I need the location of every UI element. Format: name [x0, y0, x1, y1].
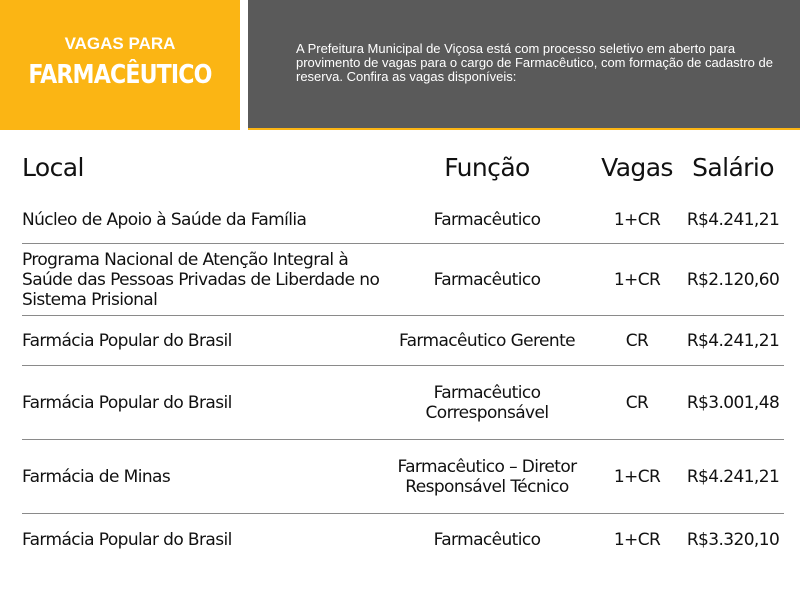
cell-vagas: 1+CR [613, 466, 661, 487]
cell-local: Programa Nacional de Atenção Integral à Saúde das Pessoas Privadas de Liberdade no Sistema Prisional [22, 249, 380, 310]
cell-local: Farmácia Popular do Brasil [22, 330, 232, 351]
badge-subtitle: VAGAS PARA [64, 34, 176, 53]
intro-panel [248, 0, 800, 130]
cell-salario: R$4.241,21 [686, 330, 780, 351]
cell-vagas: CR [625, 330, 649, 351]
cell-funcao: Farmacêutico [433, 530, 541, 550]
table-row [22, 196, 784, 244]
cell-local: Farmácia Popular do Brasil [22, 392, 232, 413]
cell-funcao: Farmacêutico Corresponsável [425, 382, 549, 423]
cell-funcao: Farmacêutico [433, 269, 541, 290]
header-salario: Salário [692, 153, 774, 182]
table-row [22, 244, 784, 316]
cell-salario: R$3.001,48 [686, 392, 780, 413]
cell-local: Núcleo de Apoio à Saúde da Família [22, 209, 307, 230]
cell-vagas: 1+CR [613, 530, 661, 550]
table-row [22, 440, 784, 514]
cell-vagas: 1+CR [613, 209, 661, 230]
cell-vagas: CR [625, 392, 649, 413]
intro-text: A Prefeitura Municipal de Viçosa está com processo seletivo em aberto para provimento de vagas para o cargo de Farmacêutico, com formação de cadastro de reserva. Confira as vagas disponíveis: [296, 41, 773, 84]
header-vagas: Vagas [601, 153, 673, 182]
cell-salario: R$4.241,21 [686, 209, 780, 230]
table-header [22, 140, 784, 196]
cell-local: Farmácia Popular do Brasil [22, 530, 232, 550]
badge-title: FARMACÊUTICO [28, 60, 212, 90]
table-row [22, 514, 784, 566]
table-row [22, 366, 784, 440]
title-badge [0, 0, 240, 130]
cell-funcao: Farmacêutico – Diretor Responsável Técnico [397, 456, 577, 497]
header [0, 0, 800, 130]
cell-salario: R$4.241,21 [686, 466, 780, 487]
cell-salario: R$3.320,10 [686, 530, 780, 550]
cell-salario: R$2.120,60 [686, 269, 780, 290]
table-row [22, 316, 784, 366]
cell-funcao: Farmacêutico Gerente [398, 330, 576, 351]
header-local: Local [22, 153, 84, 182]
header-funcao: Função [444, 153, 530, 182]
vacancy-table [22, 140, 784, 566]
cell-funcao: Farmacêutico [433, 209, 541, 230]
cell-vagas: 1+CR [613, 269, 661, 290]
cell-local: Farmácia de Minas [22, 466, 171, 487]
